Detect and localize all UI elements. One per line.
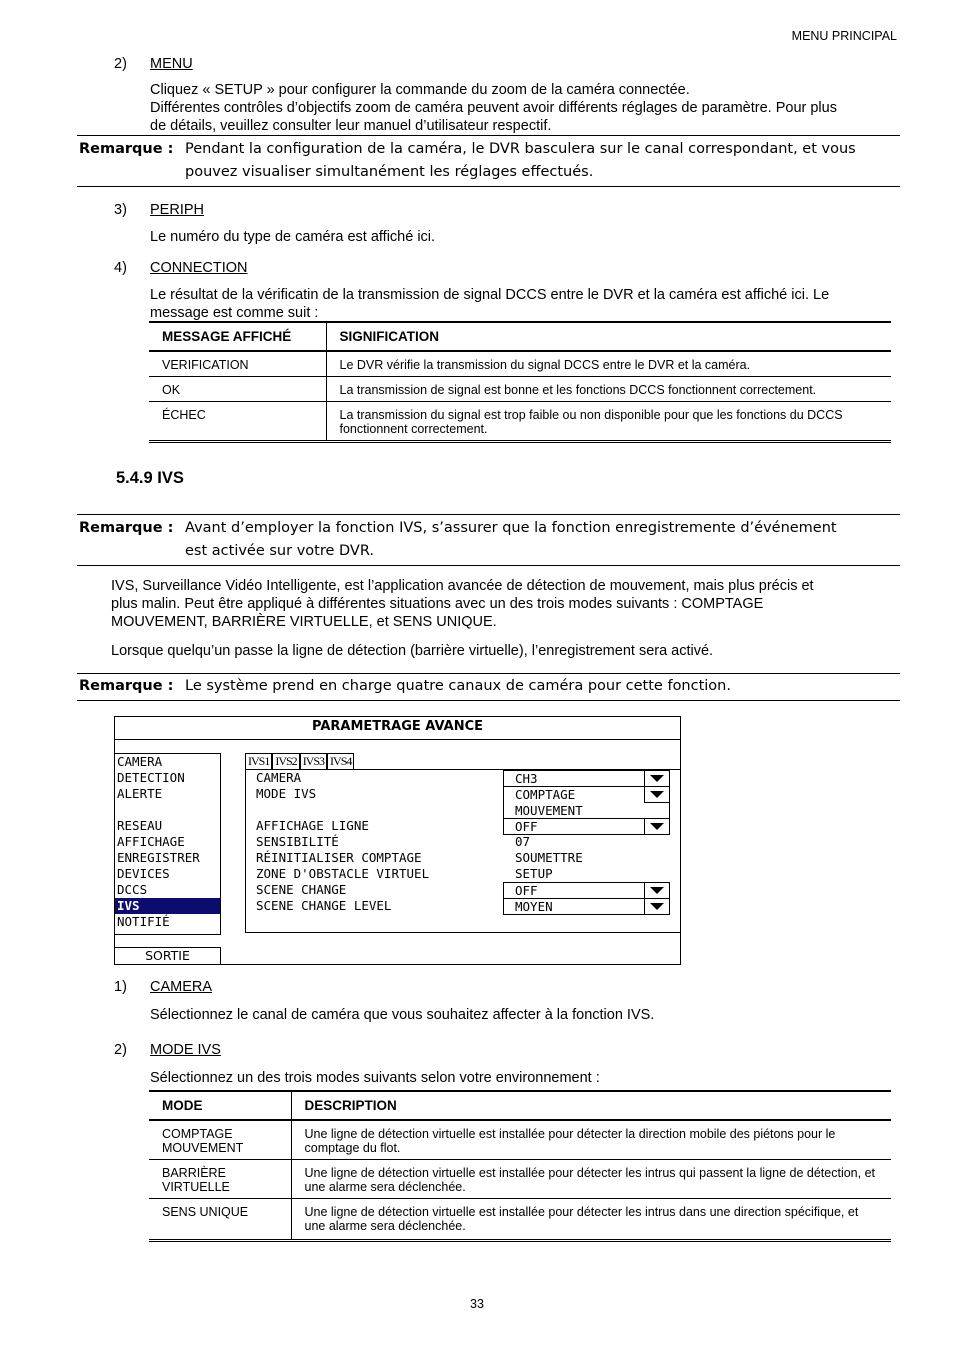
setting-label: SCENE CHANGE <box>256 882 347 897</box>
table-row <box>149 1160 891 1199</box>
table-row <box>149 1199 891 1241</box>
note-text: est activée sur votre DVR. <box>185 543 374 559</box>
dvr-side-menu <box>115 753 221 935</box>
item-title-menu: MENU <box>150 56 193 72</box>
table-header: MODE <box>149 1091 291 1120</box>
section-title: 5.4.9 IVS <box>116 469 184 487</box>
scene-change-select[interactable] <box>503 882 670 899</box>
note-label: Remarque : <box>79 141 174 157</box>
table-cell: Une ligne de détection virtuelle est installée pour détecter les intrus dans une direction spécifique, et une alarme sera déclenchée. <box>291 1199 891 1241</box>
connection-description: Le résultat de la vérificatin de la transmission de signal DCCS entre le DVR et la caméra est affiché ici. Le message est comme suit : <box>150 287 830 321</box>
table-cell: Le DVR vérifie la transmission du signal DCCS entre le DVR et la caméra. <box>326 351 891 377</box>
note-text: Le système prend en charge quatre canaux de caméra pour cette fonction. <box>185 678 731 694</box>
table-row <box>149 351 891 377</box>
sensibilite-value[interactable]: 07 <box>515 834 531 849</box>
table-cell: COMPTAGE MOUVEMENT <box>149 1120 291 1160</box>
item-title-camera: CAMERA <box>150 979 213 995</box>
item-number: 2) <box>114 56 127 72</box>
table-cell: OK <box>149 377 326 402</box>
setting-label: ZONE D'OBSTACLE VIRTUEL <box>256 866 430 881</box>
menu-item-affichage[interactable]: AFFICHAGE <box>117 834 185 849</box>
note-text: Avant d’employer la fonction IVS, s’assurer que la fonction enregistremente d’événement <box>185 520 837 536</box>
ivs-intro: IVS, Surveillance Vidéo Intelligente, est l’application avancée de détection de mouvement, mais plus précis et plus malin. Peut être appliqué à différentes situations avec un des trois modes suivants : COMPTAGE MOUVEMENT, BARRIÈRE VIRTUELLE, et SENS UNIQUE. <box>111 578 814 630</box>
setting-label: CAMERA <box>256 770 302 785</box>
chevron-down-icon[interactable] <box>644 787 669 803</box>
setting-label: SCENE CHANGE LEVEL <box>256 898 392 913</box>
table-cell: Une ligne de détection virtuelle est installée pour détecter la direction mobile des piétons pour le comptage du flot. <box>291 1120 891 1160</box>
table-cell: La transmission de signal est bonne et les fonctions DCCS fonctionnent correctement. <box>326 377 891 402</box>
item-number: 1) <box>114 979 127 995</box>
table-header-row <box>149 1091 891 1120</box>
item-title-periph: PERIPH <box>150 202 204 218</box>
item-number: 4) <box>114 260 127 276</box>
table-header: DESCRIPTION <box>291 1091 891 1120</box>
chevron-down-icon[interactable] <box>644 883 669 898</box>
table-cell: SENS UNIQUE <box>149 1199 291 1241</box>
dvr-advanced-menu <box>114 716 681 965</box>
note-text: Pendant la configuration de la caméra, le DVR basculera sur le canal correspondant, et vous <box>185 141 856 157</box>
menu-item-camera[interactable]: CAMERA <box>117 754 163 769</box>
ivs-mode-table <box>149 1090 891 1242</box>
item-number: 2) <box>114 1042 127 1058</box>
mode-ivs-description: Sélectionnez un des trois modes suivants selon votre environnement : <box>150 1070 600 1086</box>
tab-ivs1[interactable]: IVS1 <box>245 753 272 769</box>
menu-item-notifie[interactable]: NOTIFIÉ <box>117 914 170 929</box>
exit-button[interactable]: SORTIE <box>115 947 221 964</box>
periph-description: Le numéro du type de caméra est affiché ici. <box>150 229 436 245</box>
tab-ivs3[interactable]: IVS3 <box>300 753 327 769</box>
scene-change-level-select[interactable] <box>503 898 670 915</box>
select-value: MOYEN <box>515 899 553 914</box>
table-header-row <box>149 322 891 351</box>
select-value: COMPTAGE <box>515 787 576 802</box>
menu-item-ivs[interactable]: IVS <box>115 898 220 914</box>
menu-item-enregistrer[interactable]: ENREGISTRER <box>117 850 200 865</box>
note-label: Remarque : <box>79 678 174 694</box>
chevron-down-icon[interactable] <box>644 899 669 914</box>
menu-item-detection[interactable]: DETECTION <box>117 770 185 785</box>
camera-select[interactable] <box>503 770 670 787</box>
menu-item-dccs[interactable]: DCCS <box>117 882 148 897</box>
chevron-down-icon[interactable] <box>644 771 669 786</box>
note-box <box>77 673 900 701</box>
item-title-mode-ivs: MODE IVS <box>150 1042 221 1058</box>
soumettre-button[interactable]: SOUMETTRE <box>515 850 583 865</box>
tab-ivs4[interactable]: IVS4 <box>327 753 354 769</box>
select-value: MOUVEMENT <box>515 803 583 818</box>
menu-description: Cliquez « SETUP » pour configurer la commande du zoom de la caméra connectée. Différentes contrôles d’objectifs zoom de caméra peuvent avoir différents réglages de paramètre. Pour plus de détails, veuillez consulter leur manuel d’utilisateur respectif. <box>150 82 837 134</box>
affichage-ligne-select[interactable] <box>503 818 670 835</box>
ivs-intro-2: Lorsque quelqu’un passe la ligne de détection (barrière virtuelle), l’enregistrement sera activé. <box>111 643 714 659</box>
table-header: SIGNIFICATION <box>326 322 891 351</box>
table-cell: BARRIÈRE VIRTUELLE <box>149 1160 291 1199</box>
chevron-down-icon[interactable] <box>644 819 669 834</box>
item-number: 3) <box>114 202 127 218</box>
table-cell: ÉCHEC <box>149 402 326 442</box>
setting-label: AFFICHAGE LIGNE <box>256 818 369 833</box>
select-value: CH3 <box>515 771 538 786</box>
table-cell: Une ligne de détection virtuelle est installée pour détecter les intrus qui passent la ligne de détection, et une alarme sera déclenchée. <box>291 1160 891 1199</box>
table-row <box>149 377 891 402</box>
table-cell: La transmission du signal est trop faible ou non disponible pour que les fonctions du DCCS fonctionnent correctement. <box>326 402 891 442</box>
dvr-menu-title: PARAMETRAGE AVANCE <box>115 717 680 740</box>
note-box <box>77 514 900 566</box>
setting-label: SENSIBILITÉ <box>256 834 339 849</box>
menu-item-alerte[interactable]: ALERTE <box>117 786 163 801</box>
note-label: Remarque : <box>79 520 174 536</box>
note-box <box>77 135 900 187</box>
menu-item-devices[interactable]: DEVICES <box>117 866 170 881</box>
dccs-message-table <box>149 321 891 443</box>
setting-label: MODE IVS <box>256 786 317 801</box>
note-text: pouvez visualiser simultanément les réglages effectués. <box>185 164 594 180</box>
mode-ivs-select[interactable] <box>503 786 670 819</box>
setup-button[interactable]: SETUP <box>515 866 553 881</box>
select-value: OFF <box>515 819 538 834</box>
select-value: OFF <box>515 883 538 898</box>
running-header: MENU PRINCIPAL <box>791 29 897 43</box>
ivs-tabs <box>245 753 354 769</box>
tab-ivs2[interactable]: IVS2 <box>272 753 299 769</box>
menu-item-reseau[interactable]: RESEAU <box>117 818 163 833</box>
table-row <box>149 1120 891 1160</box>
item-title-connection: CONNECTION <box>150 260 248 276</box>
table-cell: VERIFICATION <box>149 351 326 377</box>
page-number: 33 <box>470 1297 484 1311</box>
camera-description: Sélectionnez le canal de caméra que vous souhaitez affecter à la fonction IVS. <box>150 1007 655 1023</box>
setting-label: RÉINITIALISER COMPTAGE <box>256 850 422 865</box>
table-header: MESSAGE AFFICHÉ <box>149 322 326 351</box>
table-row <box>149 402 891 442</box>
menu-spacer <box>115 802 220 818</box>
